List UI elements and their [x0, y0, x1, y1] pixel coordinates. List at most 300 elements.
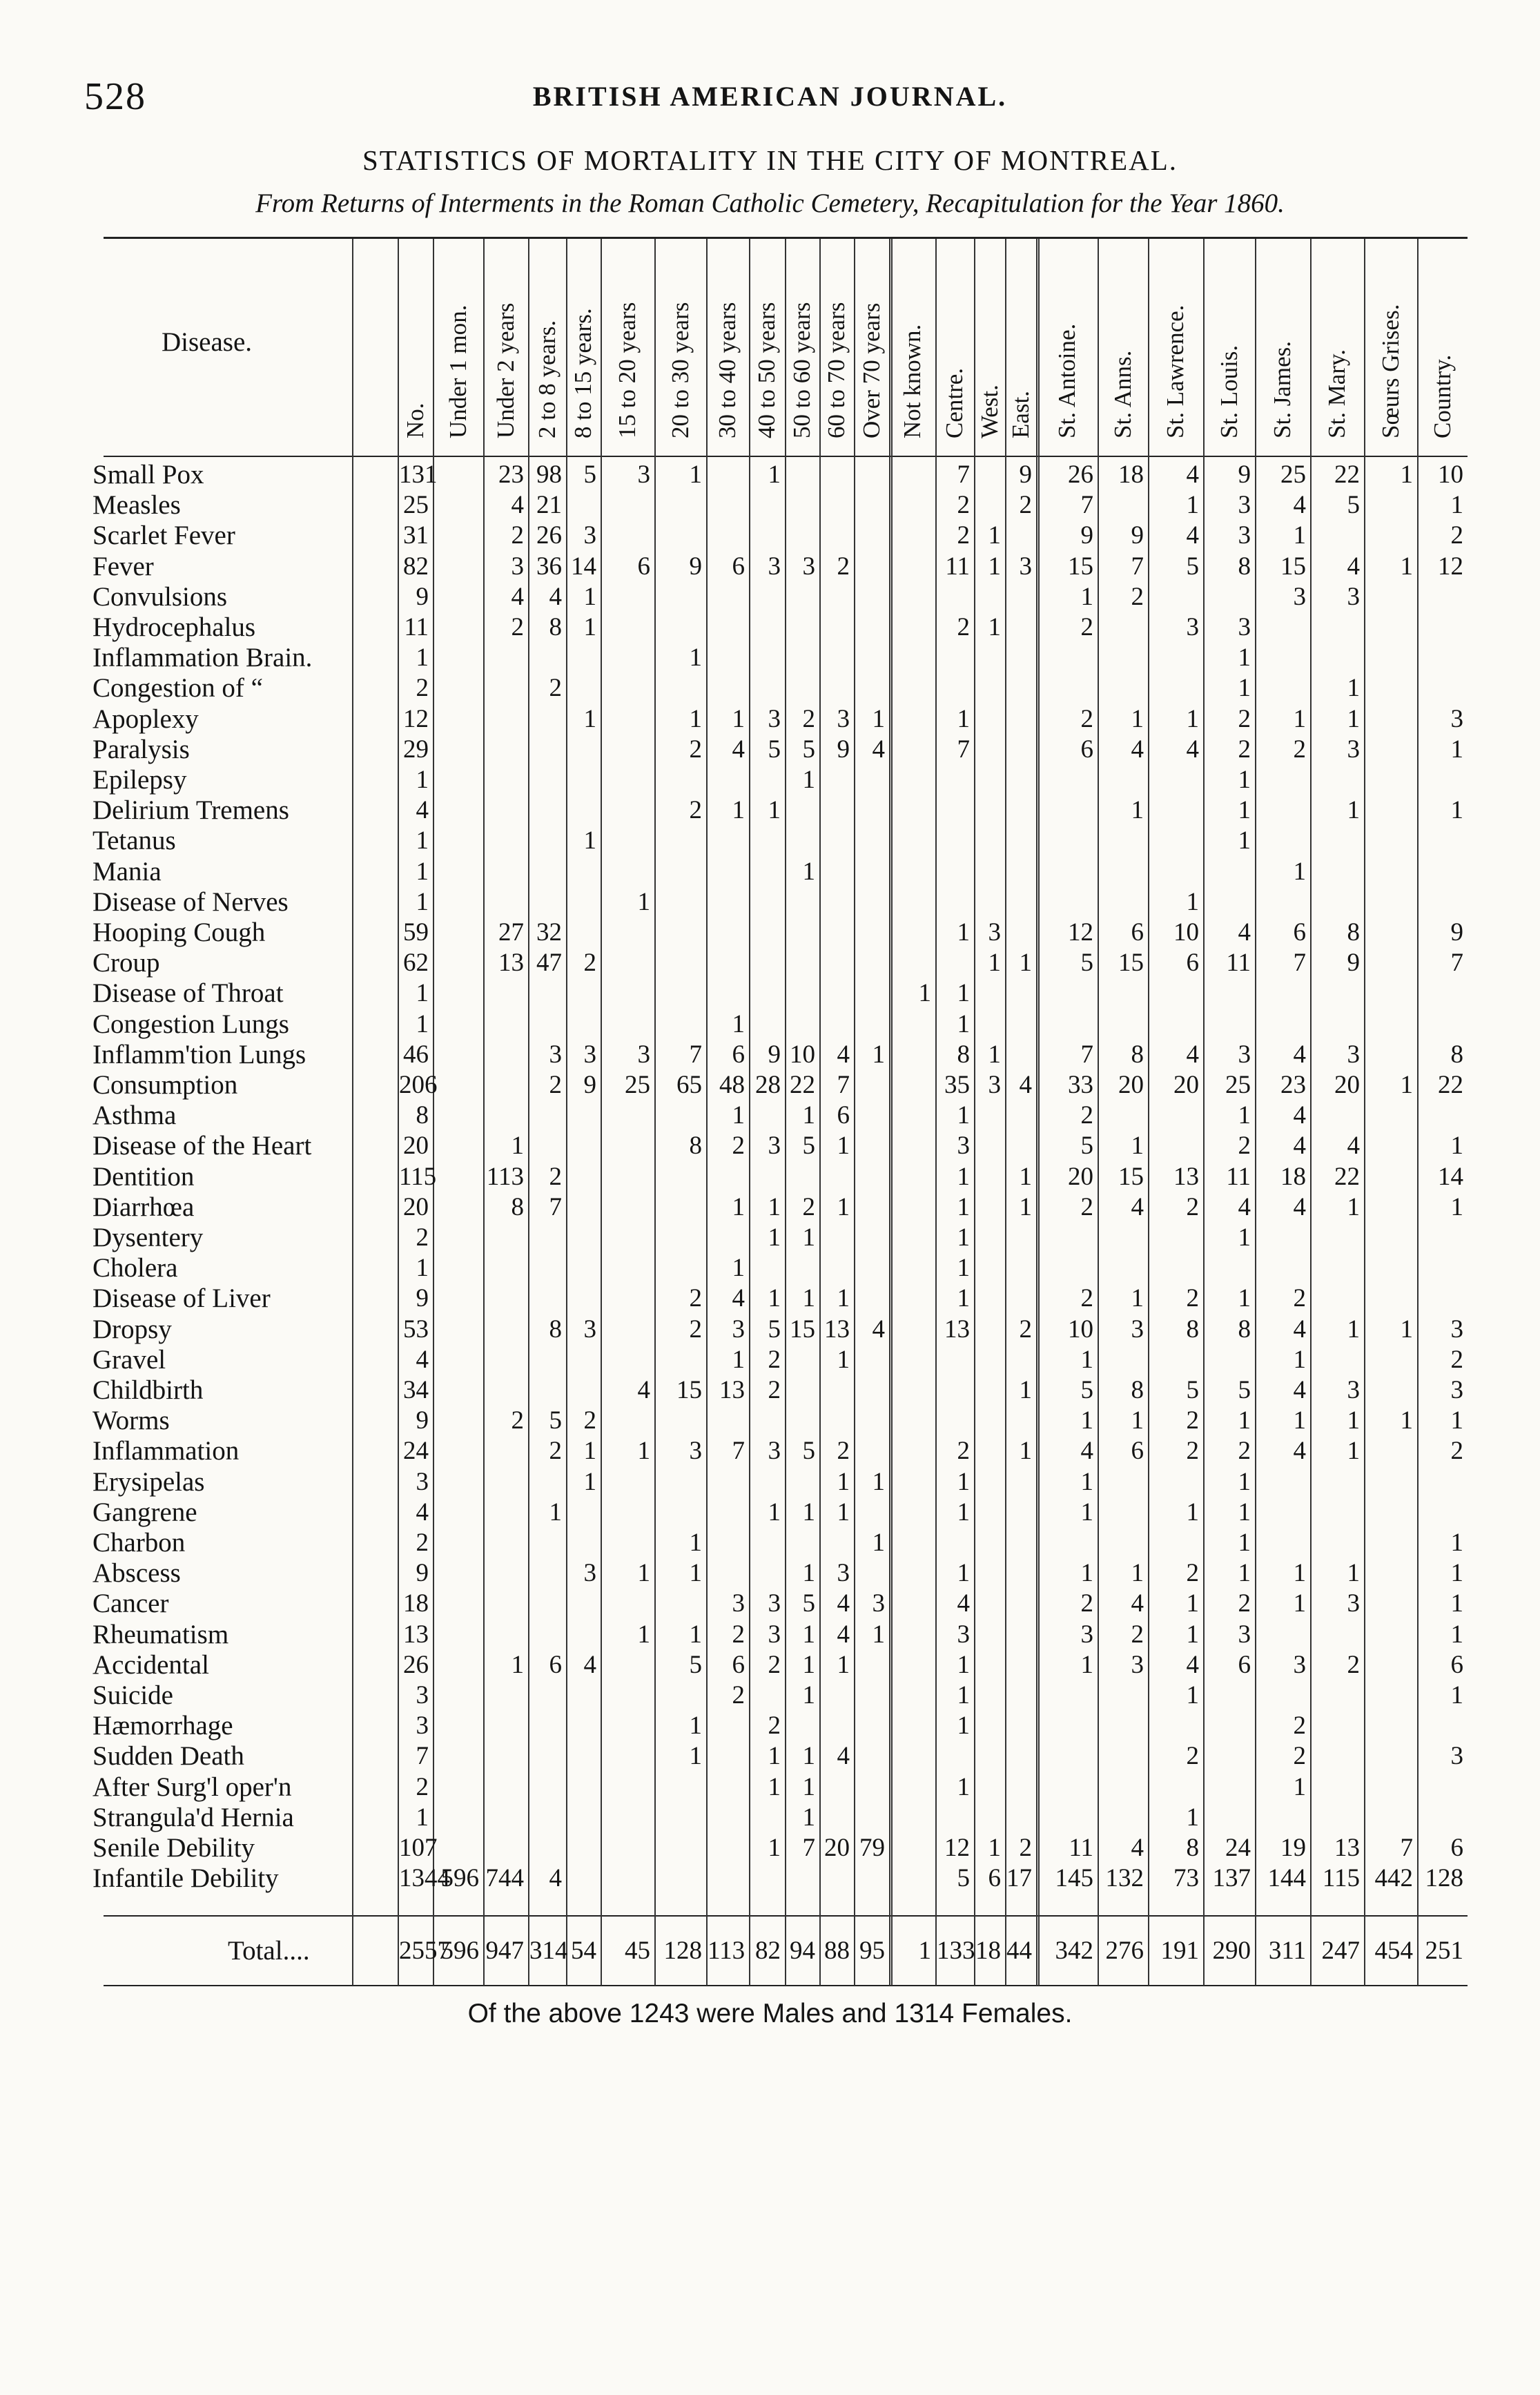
table-row-cell [567, 1833, 596, 1863]
table-row-cell [1365, 795, 1413, 826]
table-row-cell [602, 1315, 650, 1345]
disease-label: Small Pox [92, 460, 204, 489]
table-row-cell [656, 1833, 702, 1863]
table-row-cell [656, 1345, 702, 1375]
table-row-cell [434, 1772, 479, 1803]
table-row-cell [434, 1680, 479, 1711]
table-row-cell [750, 1467, 781, 1497]
table-row-cell: 20 [1173, 1071, 1199, 1099]
table-row-cell [1006, 1558, 1032, 1589]
table-row-cell: 1 [1347, 704, 1360, 733]
disease-label: Congestion Lungs [92, 1009, 289, 1039]
table-row-cell: 4 [1186, 521, 1199, 550]
table-row-cell: 9 [1450, 918, 1463, 947]
table-row-cell [855, 612, 885, 643]
table-row-cell: 1 [1347, 1315, 1360, 1344]
table-row-cell [485, 1680, 524, 1711]
table-row-cell [1149, 1345, 1199, 1375]
table-row-cell [1037, 643, 1093, 673]
table-row-cell: 4 [549, 582, 562, 611]
table-row-cell: 7 [689, 1040, 702, 1069]
table-row-cell: 4 [837, 1620, 850, 1649]
table-row-cell [485, 1375, 524, 1406]
table-row-cell: 1 [416, 887, 429, 916]
total-row-cell: 94 [790, 1937, 815, 1965]
table-row-cell: 32 [536, 918, 562, 947]
table-row-cell: 1 [732, 1101, 745, 1130]
table-row-cell: 25 [625, 1071, 650, 1099]
table-row-cell: 6 [988, 1864, 1001, 1893]
table-row-cell [1006, 857, 1032, 887]
table-row-cell: 1 [583, 1437, 596, 1466]
table-row-cell [708, 612, 745, 643]
table-row-cell: 3 [1347, 1376, 1360, 1404]
table-row-cell [786, 826, 815, 856]
table-row-cell: 6 [1080, 735, 1093, 764]
table-row-cell: 21 [536, 491, 562, 520]
table-row-cell [708, 978, 745, 1009]
table-row-cell [485, 1497, 524, 1528]
table-row-cell: 1 [1238, 1406, 1251, 1435]
table-row-cell: 1 [1450, 1559, 1463, 1588]
table-row-cell [1365, 1497, 1413, 1528]
table-row-cell [1006, 918, 1032, 948]
table-row-cell [855, 673, 885, 704]
table-row-cell: 4 [1347, 552, 1360, 581]
table-row-cell [750, 612, 781, 643]
table-row-cell [1006, 1406, 1032, 1436]
table-row-cell [1365, 1100, 1413, 1131]
disease-label: Dentition [92, 1161, 195, 1192]
table-row-cell [890, 1436, 931, 1466]
disease-label: Senile Debility [92, 1833, 255, 1863]
table-row-cell [855, 1009, 885, 1040]
table-row-cell: 13 [944, 1315, 970, 1344]
table-row-cell [1006, 1620, 1032, 1650]
table-row-cell [1419, 673, 1463, 704]
table-row-cell: 3 [768, 1132, 781, 1161]
table-row-cell: 2 [1080, 613, 1093, 641]
table-row-cell [855, 1100, 885, 1131]
table-row-cell: 20 [403, 1192, 429, 1221]
table-row-cell [434, 857, 479, 887]
column-header: 15 to 20 years [614, 302, 641, 438]
table-row-cell [937, 1345, 970, 1375]
table-row-cell: 7 [957, 460, 970, 489]
table-row-cell [567, 1375, 596, 1406]
table-row-cell [529, 765, 562, 795]
disease-label: Worms [92, 1406, 170, 1436]
table-row-cell [434, 1253, 479, 1283]
table-row-cell [1365, 1528, 1413, 1558]
table-row-cell [1256, 1497, 1306, 1528]
table-row-cell [821, 1803, 850, 1833]
table-row-cell [708, 1863, 745, 1894]
table-row-cell [708, 918, 745, 948]
table-row-cell [602, 1497, 650, 1528]
table-row-cell [890, 1315, 931, 1345]
table-row-cell [567, 1863, 596, 1894]
table-row-cell [975, 1315, 1001, 1345]
table-row-cell [485, 1283, 524, 1314]
table-row-cell [1312, 1467, 1360, 1497]
table-row-cell: 3 [768, 552, 781, 581]
table-row-cell: 2 [957, 613, 970, 641]
table-row-cell [890, 1803, 931, 1833]
table-row-cell: 98 [536, 460, 562, 489]
table-row-cell: 1 [988, 613, 1001, 641]
table-row-cell: 3 [416, 1712, 429, 1741]
table-row-cell: 9 [689, 552, 702, 581]
table-row-cell: 2 [689, 735, 702, 764]
table-row-cell [855, 1558, 885, 1589]
table-row-cell: 10 [1068, 1315, 1093, 1344]
table-row-cell: 9 [837, 735, 850, 764]
table-row-cell [975, 765, 1001, 795]
table-row-cell [567, 1192, 596, 1223]
table-row-cell [1365, 857, 1413, 887]
table-row-cell: 11 [1069, 1834, 1093, 1862]
column-header: West. [975, 385, 1003, 438]
table-row-cell: 1 [1400, 1406, 1413, 1435]
table-row-cell: 3 [732, 1315, 745, 1344]
total-row-cell: 454 [1374, 1937, 1413, 1965]
table-row-cell [890, 673, 931, 704]
table-subtitle: From Returns of Interments in the Roman Catholic Cemetery, Recapitulation for the Year 1860. [255, 188, 1285, 218]
table-row-cell [1037, 673, 1093, 704]
table-row-cell: 1 [1400, 1315, 1413, 1344]
table-row-cell: 1 [1080, 1559, 1093, 1588]
table-row-cell: 3 [1238, 1040, 1251, 1069]
table-row-cell: 1 [1450, 1132, 1463, 1161]
table-row-cell: 4 [1131, 1192, 1144, 1221]
table-row-cell [656, 918, 702, 948]
table-row-cell [1365, 673, 1413, 704]
table-row-cell: 13 [1334, 1834, 1360, 1862]
table-row-cell: 2 [549, 1162, 562, 1191]
table-row-cell: 1 [1131, 704, 1144, 733]
table-row-cell [1312, 857, 1360, 887]
table-row-cell: 2 [768, 1712, 781, 1741]
table-row-cell: 1 [1400, 460, 1413, 489]
table-row-cell [890, 1070, 931, 1100]
table-row-cell: 1 [1186, 1497, 1199, 1526]
table-row-cell: 1 [1293, 1559, 1306, 1588]
table-row-cell [821, 1223, 850, 1253]
table-row-cell [1365, 643, 1413, 673]
table-row-cell: 3 [1019, 552, 1032, 581]
table-row-cell [485, 978, 524, 1009]
table-row-cell: 15 [1068, 552, 1093, 581]
table-row-cell: 1 [1080, 1467, 1093, 1496]
table-row-cell [975, 1345, 1001, 1375]
table-row-cell: 9 [416, 582, 429, 611]
page-number: 528 [84, 75, 146, 118]
table-row-cell [975, 1100, 1001, 1131]
table-row-cell [1099, 857, 1144, 887]
table-row-cell [602, 1467, 650, 1497]
table-row-cell: 13 [824, 1315, 850, 1344]
table-row-cell: 1 [1019, 1162, 1032, 1191]
table-row-cell: 5 [768, 1315, 781, 1344]
table-row-cell: 1 [637, 1437, 650, 1466]
table-row-cell [485, 1741, 524, 1772]
table-row-cell: 1 [918, 979, 931, 1008]
table-row-cell: 12 [1068, 918, 1093, 947]
table-row-cell [855, 582, 885, 612]
total-row-cell: 311 [1268, 1937, 1306, 1965]
table-row-cell [855, 826, 885, 856]
table-row-cell [529, 1741, 562, 1772]
table-row-cell: 9 [1019, 460, 1032, 489]
table-row-cell: 5 [802, 1589, 815, 1618]
table-row-cell [602, 1680, 650, 1711]
table-row-cell [1256, 673, 1306, 704]
table-row-cell [602, 1345, 650, 1375]
table-row-cell: 35 [944, 1071, 970, 1099]
table-row-cell [1256, 1680, 1306, 1711]
table-row-cell [821, 1711, 850, 1741]
table-row-cell [708, 1223, 745, 1253]
table-row-cell: 6 [732, 552, 745, 581]
disease-label: Charbon [92, 1528, 186, 1558]
table-row-cell [708, 460, 745, 490]
column-header: Under 2 years [491, 302, 519, 438]
table-row-cell: 6 [549, 1650, 562, 1679]
total-row-cell: 251 [1425, 1937, 1463, 1965]
table-row-cell [485, 1040, 524, 1070]
table-row-cell [890, 948, 931, 978]
table-row-cell [1149, 1100, 1199, 1131]
table-row-cell: 6 [1186, 949, 1199, 978]
table-row-cell: 14 [571, 552, 596, 581]
table-row-cell: 5 [768, 735, 781, 764]
table-row-cell: 1 [957, 1284, 970, 1313]
table-row-cell [434, 582, 479, 612]
table-row-cell: 2 [1131, 582, 1144, 611]
table-row-cell [1006, 1100, 1032, 1131]
table-row-cell: 1 [802, 1284, 815, 1313]
table-row-cell: 1 [583, 582, 596, 611]
table-row-cell: 2 [1238, 1132, 1251, 1161]
table-row-cell: 1 [732, 1345, 745, 1374]
table-row-cell [1205, 582, 1251, 612]
disease-label: Abscess [92, 1558, 181, 1589]
table-row-cell [1256, 643, 1306, 673]
table-row-cell [708, 1497, 745, 1528]
table-row-cell [1419, 887, 1463, 918]
table-row-cell [786, 1345, 815, 1375]
table-row-cell: 2 [1450, 1437, 1463, 1466]
table-row-cell [1365, 826, 1413, 856]
table-row-cell [1037, 1009, 1093, 1040]
table-row-cell [485, 1528, 524, 1558]
table-row-cell [855, 1680, 885, 1711]
table-row-cell: 2 [689, 796, 702, 825]
table-row-cell [855, 1253, 885, 1283]
table-row-cell [750, 978, 781, 1009]
table-row-cell [1205, 1803, 1251, 1833]
table-row-cell: 1 [1347, 1559, 1360, 1588]
table-row-cell [890, 1131, 931, 1161]
table-row-cell: 1 [1019, 949, 1032, 978]
table-row-cell [1312, 521, 1360, 551]
table-row-cell [567, 490, 596, 521]
table-row-cell [1312, 1803, 1360, 1833]
table-row-cell [485, 1223, 524, 1253]
table-row-cell [855, 918, 885, 948]
table-row-cell [485, 1009, 524, 1040]
table-row-cell [1312, 826, 1360, 856]
table-row-cell [434, 1741, 479, 1772]
disease-label: Scarlet Fever [92, 521, 235, 551]
table-row-cell: 1 [768, 1834, 781, 1862]
table-row-cell: 25 [1225, 1071, 1251, 1099]
table-row-cell [602, 948, 650, 978]
table-row-cell: 20 [824, 1834, 850, 1862]
table-row-cell [855, 1162, 885, 1192]
table-row-cell [1256, 1803, 1306, 1833]
table-row-cell [1006, 1467, 1032, 1497]
disease-label: Hooping Cough [92, 918, 266, 947]
column-header: St. Lawrence. [1162, 304, 1189, 438]
table-row-cell [656, 887, 702, 918]
table-row-cell [1149, 1528, 1199, 1558]
table-row-cell [434, 1070, 479, 1100]
table-row-cell: 2 [1019, 1315, 1032, 1344]
disease-label: Cancer [92, 1589, 169, 1619]
table-row-cell [567, 887, 596, 918]
table-row-cell [529, 735, 562, 765]
table-row-cell [434, 948, 479, 978]
table-row-cell [937, 1375, 970, 1406]
table-row-cell: 2 [511, 1406, 524, 1435]
table-row-cell [567, 673, 596, 704]
table-row-cell [656, 1009, 702, 1040]
table-row-cell [786, 887, 815, 918]
table-row-cell [656, 1497, 702, 1528]
table-row-cell: 1 [1238, 1223, 1251, 1252]
table-row-cell [1006, 612, 1032, 643]
table-row-cell [1006, 582, 1032, 612]
table-row-cell [485, 1467, 524, 1497]
table-row-cell: 20 [1334, 1071, 1360, 1099]
table-row-cell [529, 887, 562, 918]
table-row-cell [855, 1223, 885, 1253]
table-row-cell [434, 1589, 479, 1619]
table-row-cell: 79 [859, 1834, 885, 1862]
table-row-cell [529, 1100, 562, 1131]
table-row-cell [1149, 673, 1199, 704]
table-row-cell: 1 [583, 1467, 596, 1496]
table-row-cell: 1 [1347, 1192, 1360, 1221]
table-row-cell [1419, 1711, 1463, 1741]
table-row-cell [890, 582, 931, 612]
table-row-cell [1006, 1803, 1032, 1833]
table-row-cell: 3 [1238, 613, 1251, 641]
table-row-cell [529, 857, 562, 887]
disease-label: Suicide [92, 1680, 173, 1710]
table-row-cell: 206 [399, 1071, 438, 1099]
table-row-cell [1312, 1223, 1360, 1253]
table-row-cell [855, 857, 885, 887]
table-row-cell [1006, 1528, 1032, 1558]
table-row-cell [786, 1375, 815, 1406]
table-row-cell [821, 460, 850, 490]
table-row-cell [1312, 1711, 1360, 1741]
table-row-cell [975, 1680, 1001, 1711]
table-row-cell [750, 673, 781, 704]
table-row-cell [485, 1070, 524, 1100]
table-row-cell: 11 [404, 613, 429, 641]
table-row-cell [529, 1711, 562, 1741]
table-row-cell [1006, 673, 1032, 704]
table-row-cell [890, 552, 931, 582]
table-row-cell: 11 [945, 552, 970, 581]
table-row-cell [855, 552, 885, 582]
total-row-cell: 45 [625, 1937, 650, 1965]
disease-label: Asthma [92, 1100, 177, 1131]
table-row-cell [1419, 1223, 1463, 1253]
table-row-cell: 10 [790, 1040, 815, 1069]
table-row-cell [1365, 1253, 1413, 1283]
table-row-cell [855, 643, 885, 673]
table-row-cell [1006, 1741, 1032, 1772]
table-row-cell [1419, 582, 1463, 612]
table-row-cell: 2 [802, 1192, 815, 1221]
table-row-cell: 8 [1238, 1315, 1251, 1344]
table-row-cell [1149, 1772, 1199, 1803]
table-row-cell [890, 1345, 931, 1375]
table-row-cell: 1 [872, 1529, 885, 1557]
table-row-cell: 1 [689, 1742, 702, 1771]
table-row-cell [602, 521, 650, 551]
table-row-cell [1365, 887, 1413, 918]
table-row-cell: 1 [988, 949, 1001, 978]
table-row-cell: 3 [1450, 1315, 1463, 1344]
table-row-cell [855, 1803, 885, 1833]
table-row-cell: 4 [1131, 1834, 1144, 1862]
table-row-cell [890, 765, 931, 795]
table-row-cell: 12 [1438, 552, 1463, 581]
table-row-cell [602, 1253, 650, 1283]
table-row-cell: 6 [637, 552, 650, 581]
table-row-cell [1037, 1680, 1093, 1711]
table-row-cell: 7 [1450, 949, 1463, 978]
table-row-cell [434, 704, 479, 735]
table-row-cell [890, 1375, 931, 1406]
table-row-cell: 1 [802, 1681, 815, 1709]
table-row-cell [1205, 857, 1251, 887]
table-row-cell: 1 [583, 613, 596, 641]
table-row-cell [1006, 1223, 1032, 1253]
table-row-cell [1419, 1283, 1463, 1314]
table-row-cell: 1 [957, 1162, 970, 1191]
table-row-cell: 1 [1450, 1589, 1463, 1618]
disease-label: Cholera [92, 1253, 178, 1283]
table-row-cell: 2 [1293, 1712, 1306, 1741]
table-row-cell [1419, 1497, 1463, 1528]
table-row-cell [1037, 1741, 1093, 1772]
table-row-cell [1006, 1040, 1032, 1070]
table-row-cell: 5 [1238, 1376, 1251, 1404]
table-row-cell: 4 [1293, 1101, 1306, 1130]
table-row-cell: 3 [732, 1589, 745, 1618]
table-row-cell [434, 1375, 479, 1406]
table-row-cell [656, 521, 702, 551]
table-row-cell [855, 1650, 885, 1680]
table-row-cell [708, 1741, 745, 1772]
